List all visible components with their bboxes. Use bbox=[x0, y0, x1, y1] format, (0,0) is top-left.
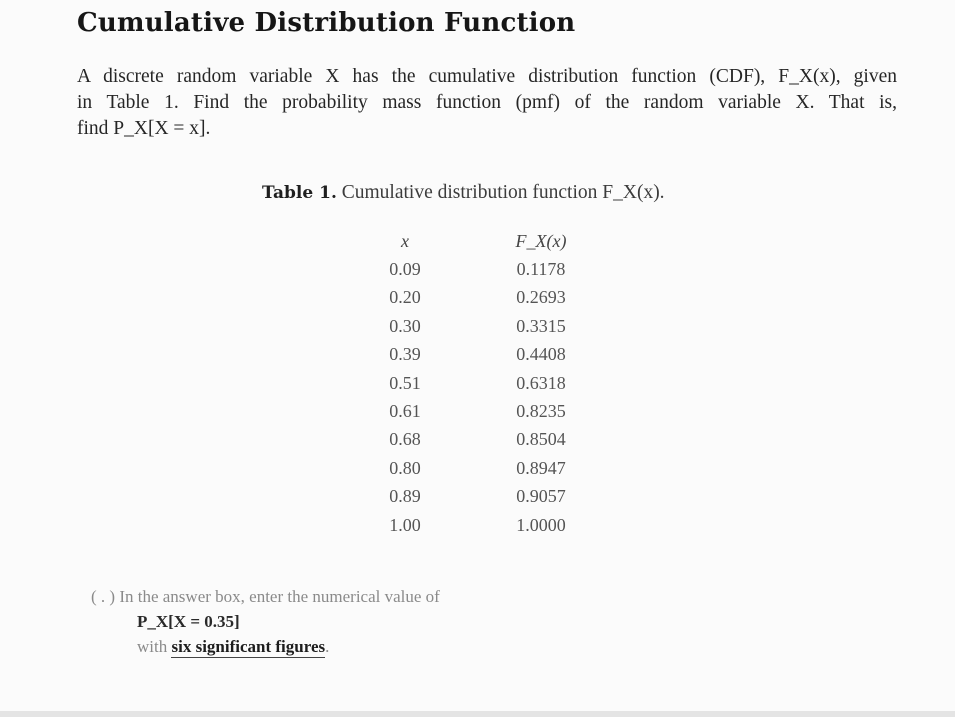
x-value: 0.09 bbox=[389, 259, 421, 280]
precision-prefix: with bbox=[137, 637, 168, 656]
table-row bbox=[370, 511, 586, 539]
table-row bbox=[370, 483, 586, 511]
cdf-value: 0.8235 bbox=[516, 401, 566, 422]
table-row bbox=[370, 255, 586, 283]
cdf-value: 0.4408 bbox=[516, 344, 566, 365]
table-header-row bbox=[370, 227, 586, 255]
x-value: 0.89 bbox=[389, 486, 421, 507]
x-value: 0.39 bbox=[389, 344, 421, 365]
instruction-text: In the answer box, enter the numerical value of bbox=[119, 587, 440, 606]
column-header-x: x bbox=[401, 230, 409, 251]
x-value: 0.20 bbox=[389, 287, 421, 308]
precision-line bbox=[91, 634, 611, 659]
table-caption-label: Table 1. bbox=[262, 183, 337, 203]
problem-statement bbox=[77, 64, 897, 142]
probability-expression: P_X[X = 0.35] bbox=[137, 612, 240, 631]
cdf-value: 0.3315 bbox=[516, 315, 566, 336]
table-row bbox=[370, 369, 586, 397]
cdf-value: 0.8947 bbox=[516, 457, 566, 478]
cdf-value: 0.1178 bbox=[516, 259, 566, 280]
x-value: 0.68 bbox=[389, 429, 421, 450]
column-header-fx: F_X(x) bbox=[515, 230, 567, 251]
significant-figures-emphasis: six significant figures bbox=[171, 637, 326, 656]
page-title: Cumulative Distribution Function bbox=[77, 8, 576, 38]
table-row bbox=[370, 397, 586, 425]
table-caption-text: Cumulative distribution function F_X(x). bbox=[341, 182, 665, 203]
table-row bbox=[370, 426, 586, 454]
x-value: 0.80 bbox=[389, 457, 421, 478]
problem-line-1: A discrete random variable X has the cumulative distribution function (CDF), F_X(x), given bbox=[77, 66, 897, 87]
x-value: 0.30 bbox=[389, 315, 421, 336]
bottom-edge-strip bbox=[0, 711, 955, 717]
cdf-value: 0.9057 bbox=[516, 486, 566, 507]
cdf-value: 0.2693 bbox=[516, 287, 566, 308]
instruction-line bbox=[91, 584, 611, 609]
problem-line-2: in Table 1. Find the probability mass function (pmf) of the random variable X. That is, bbox=[77, 92, 897, 113]
table-row bbox=[370, 312, 586, 340]
precision-suffix: . bbox=[325, 637, 330, 656]
x-value: 1.00 bbox=[389, 514, 421, 535]
part-marker: ( . ) bbox=[91, 587, 116, 606]
question-part bbox=[91, 584, 611, 659]
table-caption bbox=[262, 182, 665, 204]
table-row bbox=[370, 454, 586, 482]
expression-line bbox=[91, 609, 611, 634]
cdf-value: 0.6318 bbox=[516, 372, 566, 393]
cdf-value: 1.0000 bbox=[516, 514, 566, 535]
table-row bbox=[370, 341, 586, 369]
problem-line-3: find P_X[X = x]. bbox=[77, 118, 211, 139]
cdf-table bbox=[370, 227, 586, 539]
x-value: 0.51 bbox=[389, 372, 421, 393]
table-row bbox=[370, 284, 586, 312]
cdf-value: 0.8504 bbox=[516, 429, 566, 450]
x-value: 0.61 bbox=[389, 401, 421, 422]
